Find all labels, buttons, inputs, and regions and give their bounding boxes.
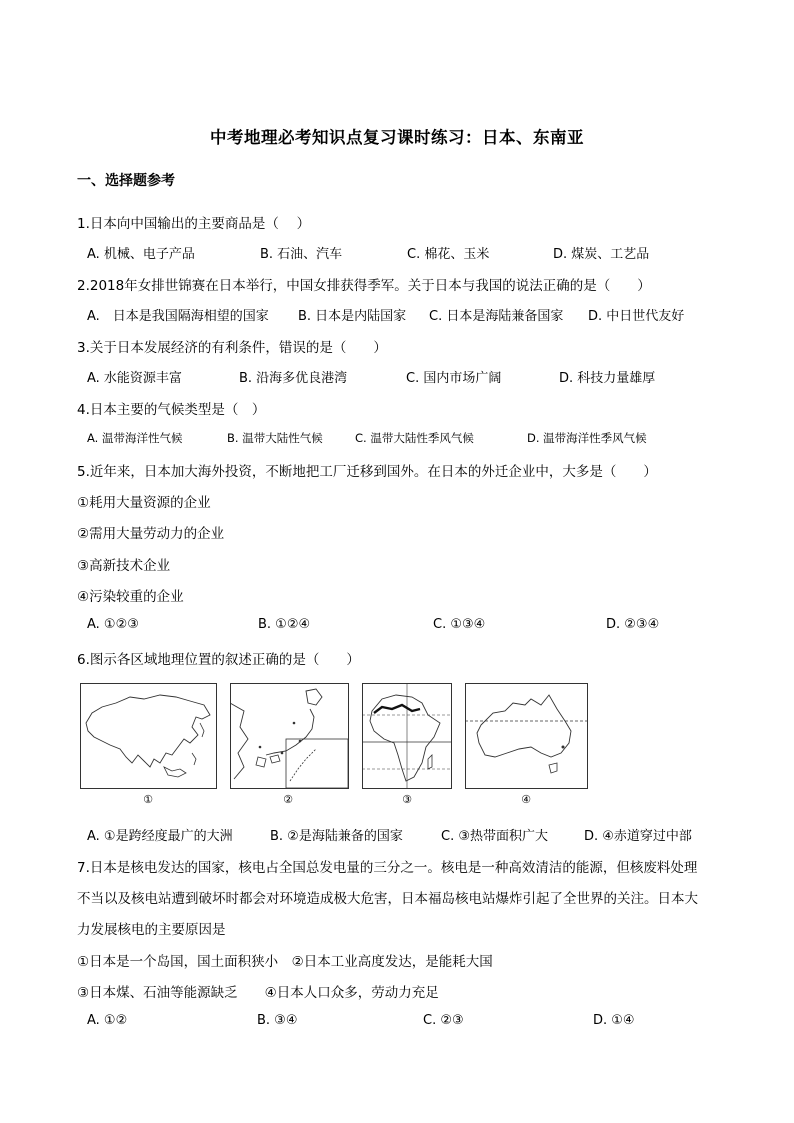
map-asia [80, 683, 217, 806]
option-c[interactable]: C. 国内市场广阔 [406, 371, 502, 386]
option-c[interactable]: C. ③热带面积广大 [441, 829, 548, 844]
question-1: 1.日本向中国输出的主要商品是（ ） [77, 216, 311, 232]
option-b[interactable]: B. 沿海多优良港湾 [239, 371, 348, 386]
question-6-options [87, 825, 727, 845]
option-a[interactable]: A. 机械、电子产品 [87, 247, 195, 262]
option-b[interactable]: B. ③④ [257, 1013, 298, 1028]
question-1-options [87, 243, 727, 263]
option-b[interactable]: B. 石油、汽车 [260, 247, 343, 262]
option-a[interactable]: A. 温带海洋性气候 [87, 431, 183, 445]
q5-item-1: ①耗用大量资源的企业 [77, 495, 211, 511]
section-heading: 一、选择题参考 [77, 173, 175, 189]
option-a[interactable]: A. 日本是我国隔海相望的国家 [87, 309, 269, 324]
q5-item-4: ④污染较重的企业 [77, 589, 184, 605]
option-c[interactable]: C. 日本是海陆兼备国家 [429, 309, 564, 324]
question-7-line-1: 7.日本是核电发达的国家，核电占全国总发电量的三分之一。核电是一种高效清洁的能源，但核废料处理 [77, 860, 698, 876]
option-a[interactable]: A. 水能资源丰富 [87, 371, 182, 386]
question-4: 4.日本主要的气候类型是（ ） [77, 402, 266, 418]
option-c[interactable]: C. 棉花、玉米 [407, 247, 490, 262]
option-c[interactable]: C. 温带大陆性季风气候 [355, 431, 474, 445]
question-7-options [87, 1013, 727, 1033]
option-d[interactable]: D. 中日世代友好 [588, 309, 685, 324]
q5-item-2: ②需用大量劳动力的企业 [77, 526, 225, 542]
option-a[interactable]: A. ①是跨经度最广的大洲 [87, 829, 233, 844]
question-5: 5.近年来，日本加大海外投资，不断地把工厂迁移到国外。在日本的外迁企业中，大多是（ ） [77, 464, 657, 480]
map-australia [465, 683, 588, 806]
question-7-line-2: 不当以及核电站遭到破坏时都会对环境造成极大危害，日本福岛核电站爆炸引起了全世界的关注。日本大 [77, 891, 698, 907]
question-6: 6.图示各区域地理位置的叙述正确的是（ ） [77, 652, 360, 668]
option-b[interactable]: B. 日本是内陆国家 [298, 309, 407, 324]
option-d[interactable]: D. 温带海洋性季风气候 [527, 431, 647, 445]
map-japan [230, 683, 349, 806]
option-d[interactable]: D. ②③④ [606, 617, 660, 632]
option-d[interactable]: D. 科技力量雄厚 [559, 371, 656, 386]
option-b[interactable]: B. 温带大陆性气候 [227, 431, 323, 445]
question-3-options [87, 367, 727, 387]
option-a[interactable]: A. ①②③ [87, 617, 139, 632]
option-c[interactable]: C. ②③ [423, 1013, 464, 1028]
map-figures [80, 683, 600, 811]
option-d[interactable]: D. ④赤道穿过中部 [584, 829, 692, 844]
map-africa [362, 683, 452, 806]
question-4-options [87, 430, 727, 450]
option-d[interactable]: D. 煤炭、工艺品 [553, 247, 650, 262]
option-a[interactable]: A. ①② [87, 1013, 128, 1028]
q7-item-1: ①日本是一个岛国，国土面积狭小 ②日本工业高度发达，是能耗大国 [77, 954, 493, 970]
q7-item-2: ③日本煤、石油等能源缺乏 ④日本人口众多，劳动力充足 [77, 985, 439, 1001]
option-d[interactable]: D. ①④ [593, 1013, 635, 1028]
option-b[interactable]: B. ②是海陆兼备的国家 [270, 829, 403, 844]
page-title: 中考地理必考知识点复习课时练习：日本、东南亚 [210, 128, 584, 147]
question-5-options [87, 617, 727, 637]
map-label-1: ① [143, 793, 153, 806]
question-3: 3.关于日本发展经济的有利条件，错误的是（ ） [77, 340, 387, 356]
map-label-3: ③ [402, 793, 412, 806]
q5-item-3: ③高新技术企业 [77, 558, 171, 574]
question-2: 2.2018年女排世锦赛在日本举行，中国女排获得季军。关于日本与我国的说法正确的是（ ） [77, 278, 651, 294]
option-b[interactable]: B. ①②④ [258, 617, 311, 632]
question-7-line-3: 力发展核电的主要原因是 [77, 922, 226, 938]
map-label-4: ④ [521, 793, 531, 806]
question-2-options [87, 305, 727, 325]
option-c[interactable]: C. ①③④ [433, 617, 486, 632]
map-label-2: ② [283, 793, 293, 806]
